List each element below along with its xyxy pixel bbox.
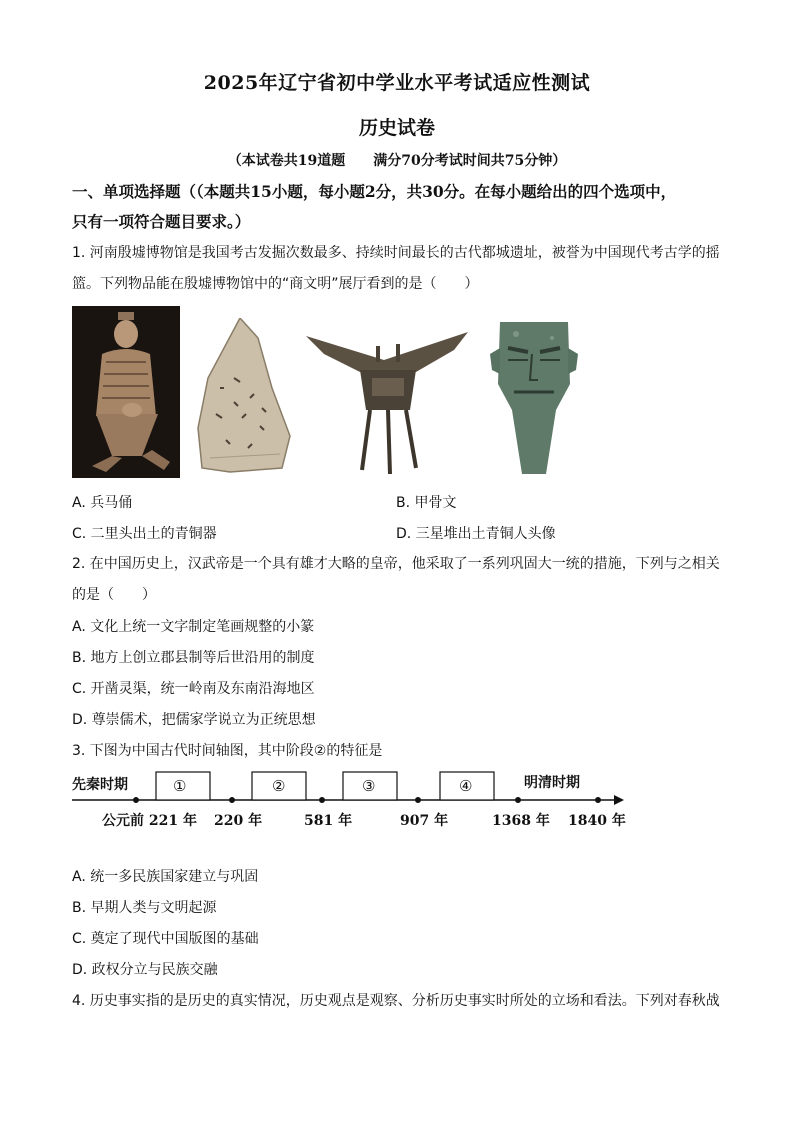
timeline-right-label: 明清时期: [524, 775, 580, 791]
exam-title: 2025年辽宁省初中学业水平考试适应性测试: [203, 72, 591, 94]
timeline-year-6: 1840 年: [568, 813, 626, 829]
timeline-stage-2: ②: [272, 777, 286, 795]
timeline-stage-1: ①: [173, 777, 187, 795]
section-heading-line1: 一、单项选择题（（本题共15小题，每小题2分，共30分。在每小题给出的四个选项中，: [72, 182, 677, 201]
sanxingdui-bronze-head-image: [486, 314, 582, 476]
timeline-year-4: 907 年: [400, 813, 449, 829]
bronze-jue-vessel-image: [304, 320, 470, 476]
terracotta-warrior-image: [72, 306, 180, 478]
question-1-text: 1. 河南殷墟博物馆是我国考古发掘次数最多、持续时间最长的古代都城遗址，被誉为中国现代考古学的摇篮。下列物品能在殷墟博物馆中的“商文明”展厅看到的是（ ）: [72, 245, 720, 292]
q3-option-d[interactable]: D. 政权分立与民族交融: [72, 962, 218, 978]
exam-subject: 历史试卷: [358, 117, 435, 139]
timeline-left-label: 先秦时期: [72, 777, 128, 793]
q1-option-c[interactable]: C. 二里头出土的青铜器: [72, 526, 217, 542]
oracle-bone-image: [190, 318, 296, 474]
timeline-stage-4: ④: [459, 777, 473, 795]
timeline-stage-3: ③: [362, 777, 376, 795]
question-2-text: 2. 在中国历史上，汉武帝是一个具有雄才大略的皇帝，他采取了一系列巩固大一统的措施，下列与之相关的是（ ）: [72, 556, 720, 603]
exam-info: （本试卷共19道题 满分70分考试时间共75分钟）: [227, 153, 567, 169]
section-heading: [72, 181, 732, 233]
q3-option-c[interactable]: C. 奠定了现代中国版图的基础: [72, 931, 259, 947]
q2-option-a[interactable]: A. 文化上统一文字制定笔画规整的小篆: [72, 619, 315, 635]
timeline-year-1: 公元前 221 年: [102, 813, 197, 829]
q2-option-c[interactable]: C. 开凿灵渠，统一岭南及东南沿海地区: [72, 681, 315, 697]
q1-option-d[interactable]: D. 三星堆出土青铜人头像: [396, 526, 556, 542]
q2-option-d[interactable]: D. 尊崇儒术，把儒家学说立为正统思想: [72, 712, 316, 728]
q1-option-b[interactable]: B. 甲骨文: [396, 495, 457, 511]
timeline-year-5: 1368 年: [492, 813, 550, 829]
q3-option-b[interactable]: B. 早期人类与文明起源: [72, 900, 217, 916]
history-timeline: [72, 768, 632, 834]
question-4-text: 4. 历史事实指的是历史的真实情况，历史观点是观察、分析历史事实时所处的立场和看法。下列对春秋战: [72, 993, 720, 1009]
q2-option-b[interactable]: B. 地方上创立郡县制等后世沿用的制度: [72, 650, 315, 666]
q3-option-a[interactable]: A. 统一多民族国家建立与巩固: [72, 869, 259, 885]
question-3-text: 3. 下图为中国古代时间轴图，其中阶段②的特征是: [72, 743, 383, 759]
q1-option-a[interactable]: A. 兵马俑: [72, 495, 133, 511]
timeline-year-2: 220 年: [214, 813, 263, 829]
section-heading-line2: 只有一项符合题目要求。）: [72, 212, 251, 231]
timeline-year-3: 581 年: [304, 813, 353, 829]
